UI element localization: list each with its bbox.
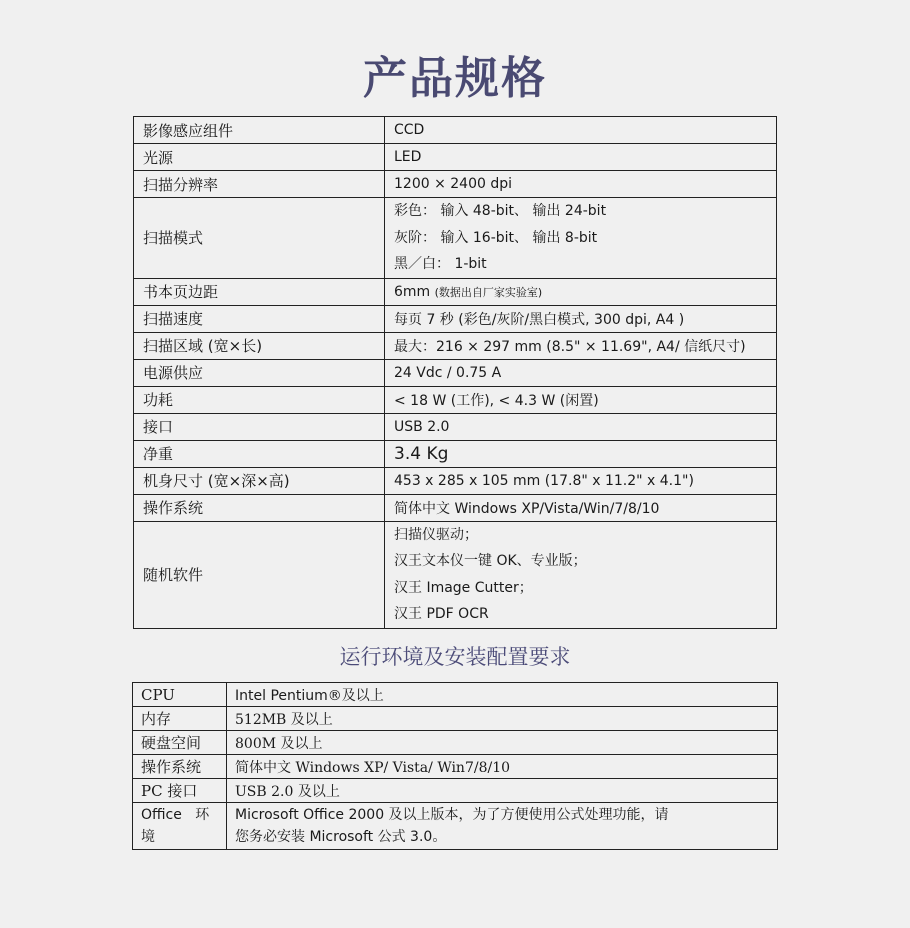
env-label: CPU <box>133 683 227 707</box>
table-row <box>133 683 778 707</box>
env-value-line: Microsoft Office 2000 及以上版本，为了方便使用公式处理功能，请 <box>235 807 669 823</box>
table-row <box>134 440 777 467</box>
table-row <box>134 278 777 305</box>
spec-value-line: 汉王 PDF OCR <box>394 606 489 622</box>
env-label: 操作系统 <box>133 755 227 779</box>
env-label-line: Office 环 <box>141 807 210 823</box>
spec-value <box>385 198 777 279</box>
table-row <box>134 198 777 279</box>
page-title: 产品规格 <box>363 53 547 104</box>
spec-value: 453 x 285 x 105 mm (17.8" x 11.2" x 4.1") <box>385 467 777 494</box>
spec-value: LED <box>385 144 777 171</box>
table-row <box>134 171 777 198</box>
spec-label: 随机软件 <box>134 521 385 628</box>
spec-label: 机身尺寸 (宽×深×高) <box>134 467 385 494</box>
env-value <box>227 803 778 850</box>
spec-value: 3.4 Kg <box>385 440 777 467</box>
env-label: 内存 <box>133 707 227 731</box>
spec-label: 书本页边距 <box>134 278 385 305</box>
spec-value-line: 黑／白： 1-bit <box>394 256 487 272</box>
env-value-line: 您务必安装 Microsoft 公式 3.0。 <box>235 829 447 845</box>
spec-label: 净重 <box>134 440 385 467</box>
table-row <box>134 386 777 413</box>
table-row <box>133 755 778 779</box>
spec-value-line: 汉王文本仪一键 OK、专业版； <box>394 553 587 569</box>
spec-value-line: 彩色： 输入 48-bit、 输出 24-bit <box>394 203 607 219</box>
spec-label: 电源供应 <box>134 359 385 386</box>
table-row <box>133 707 778 731</box>
spec-value: 最大：216 × 297 mm (8.5" × 11.69", A4/ 信纸尺寸) <box>385 332 777 359</box>
spec-label: 操作系统 <box>134 494 385 521</box>
spec-label: 扫描模式 <box>134 198 385 279</box>
spec-value: USB 2.0 <box>385 413 777 440</box>
env-value: 512MB 及以上 <box>227 707 778 731</box>
spec-label: 扫描分辨率 <box>134 171 385 198</box>
spec-value-line: 灰阶： 输入 16-bit、 输出 8-bit <box>394 229 598 246</box>
spec-value: 24 Vdc / 0.75 A <box>385 359 777 386</box>
table-row <box>134 521 777 628</box>
env-label-line: 境 <box>141 829 155 845</box>
table-row <box>134 467 777 494</box>
spec-value-note: (数据出自厂家实验室) <box>434 285 543 299</box>
table-row <box>134 117 777 144</box>
spec-label: 扫描速度 <box>134 305 385 332</box>
table-row <box>134 144 777 171</box>
spec-table <box>133 116 777 629</box>
spec-value: 1200 × 2400 dpi <box>385 171 777 198</box>
spec-value <box>385 521 777 628</box>
table-row <box>134 305 777 332</box>
spec-label: 影像感应组件 <box>134 117 385 144</box>
env-value: 简体中文 Windows XP/ Vista/ Win7/8/10 <box>227 755 778 779</box>
table-row <box>133 803 778 850</box>
spec-value-line: 汉王 Image Cutter； <box>394 579 533 596</box>
env-value: 800M 及以上 <box>227 731 778 755</box>
env-table <box>132 682 778 850</box>
spec-label: 光源 <box>134 144 385 171</box>
table-row <box>134 413 777 440</box>
spec-value-main: 6mm <box>394 283 431 300</box>
spec-label: 扫描区域 (宽×长) <box>134 332 385 359</box>
spec-label: 接口 <box>134 413 385 440</box>
spec-label: 功耗 <box>134 386 385 413</box>
spec-value: 简体中文 Windows XP/Vista/Win/7/8/10 <box>385 494 777 521</box>
env-label <box>133 803 227 850</box>
env-value: USB 2.0 及以上 <box>227 779 778 803</box>
spec-value-line: 扫描仪驱动； <box>394 526 478 543</box>
env-value: Intel Pentium®及以上 <box>227 683 778 707</box>
spec-value: < 18 W (工作), < 4.3 W (闲置) <box>385 386 777 413</box>
table-row <box>134 359 777 386</box>
table-row <box>133 779 778 803</box>
table-row <box>134 494 777 521</box>
spec-value <box>385 278 777 305</box>
table-row <box>133 731 778 755</box>
env-label: PC 接口 <box>133 779 227 803</box>
env-label: 硬盘空间 <box>133 731 227 755</box>
spec-value: 每页 7 秒 (彩色/灰阶/黑白模式, 300 dpi, A4 ) <box>385 305 777 332</box>
section-title: 运行环境及安装配置要求 <box>339 645 571 669</box>
spec-value: CCD <box>385 117 777 144</box>
table-row <box>134 332 777 359</box>
